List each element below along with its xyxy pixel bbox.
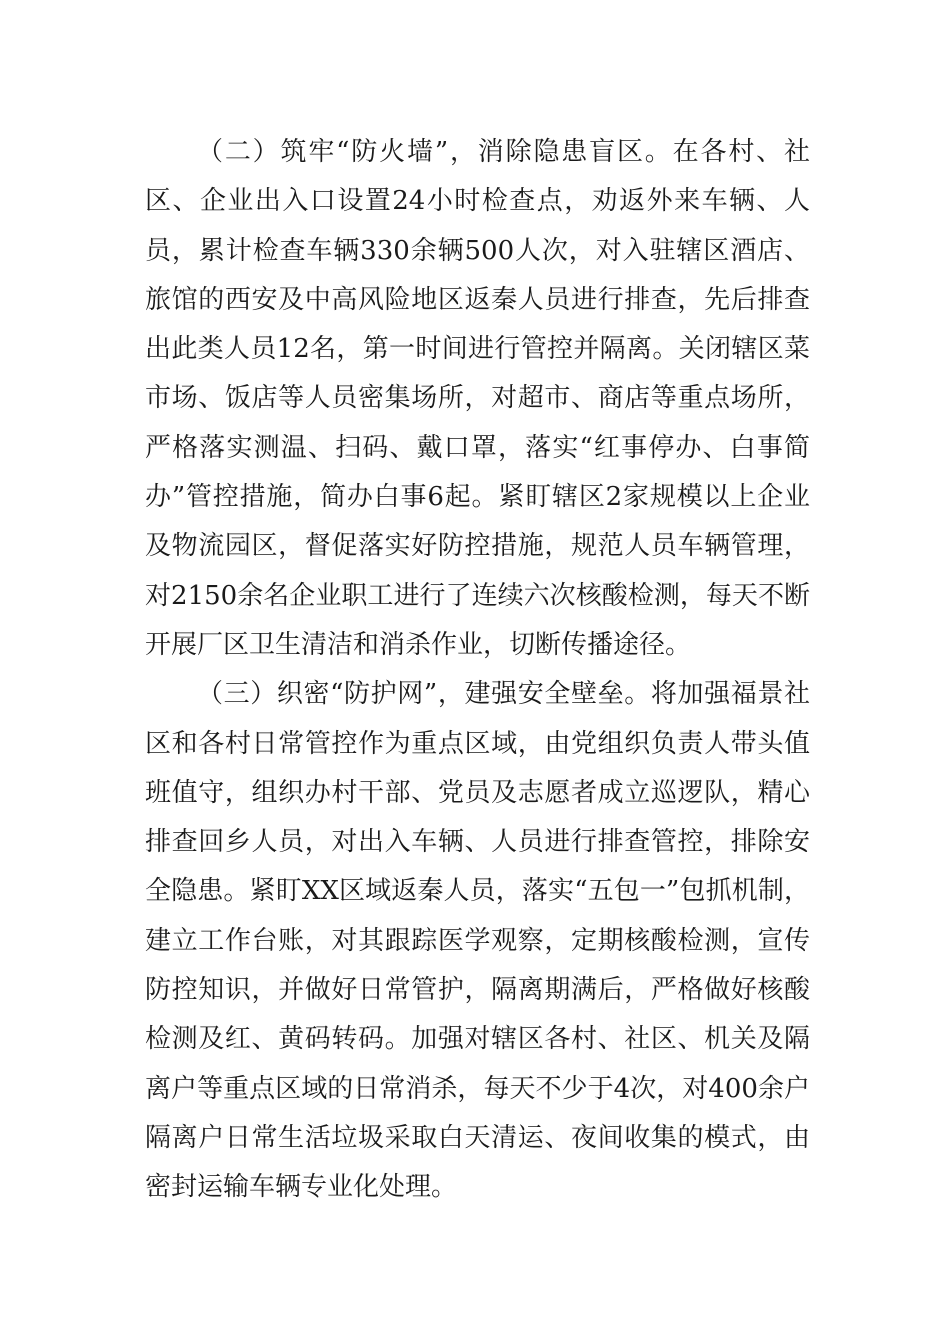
paragraph-section-3: （三）织密“防护网”，建强安全壁垒。将加强福景社区和各村日常管控作为重点区域，由党组织负责人带头值班值守，组织办村干部、党员及志愿者成立巡逻队，精心排查回乡人员，对出入车辆、人员进行排查管控，排除安全隐患。紧盯XX区域返秦人员，落实“五包一”包抓机制，建立工作台账，对其跟踪医学观察，定期核酸检测，宣传防控知识，并做好日常管护，隔离期满后，严格做好核酸检测及红、黄码转码。加强对辖区各村、社区、机关及隔离户等重点区域的日常消杀，每天不少于4次，对400余户隔离户日常生活垃圾采取白天清运、夜间收集的模式，由密封运输车辆专业化处理。: [145, 679, 810, 1203]
paragraph-section-2: （二）筑牢“防火墙”，消除隐患盲区。在各村、社区、企业出入口设置24小时检查点，劝返外来车辆、人员，累计检查车辆330余辆500人次，对入驻辖区酒店、旅馆的西安及中高风险地区返秦人员进行排查，先后排查出此类人员12名，第一时间进行管控并隔离。关闭辖区菜市场、饭店等人员密集场所，对超市、商店等重点场所，严格落实测温、扫码、戴口罩，落实“红事停办、白事简办”管控措施，简办白事6起。紧盯辖区2家规模以上企业及物流园区，督促落实好防控措施，规范人员车辆管理，对2150余名企业职工进行了连续六次核酸检测，每天不断开展厂区卫生清洁和消杀作业，切断传播途径。: [145, 137, 810, 660]
document-body: [145, 128, 810, 1213]
